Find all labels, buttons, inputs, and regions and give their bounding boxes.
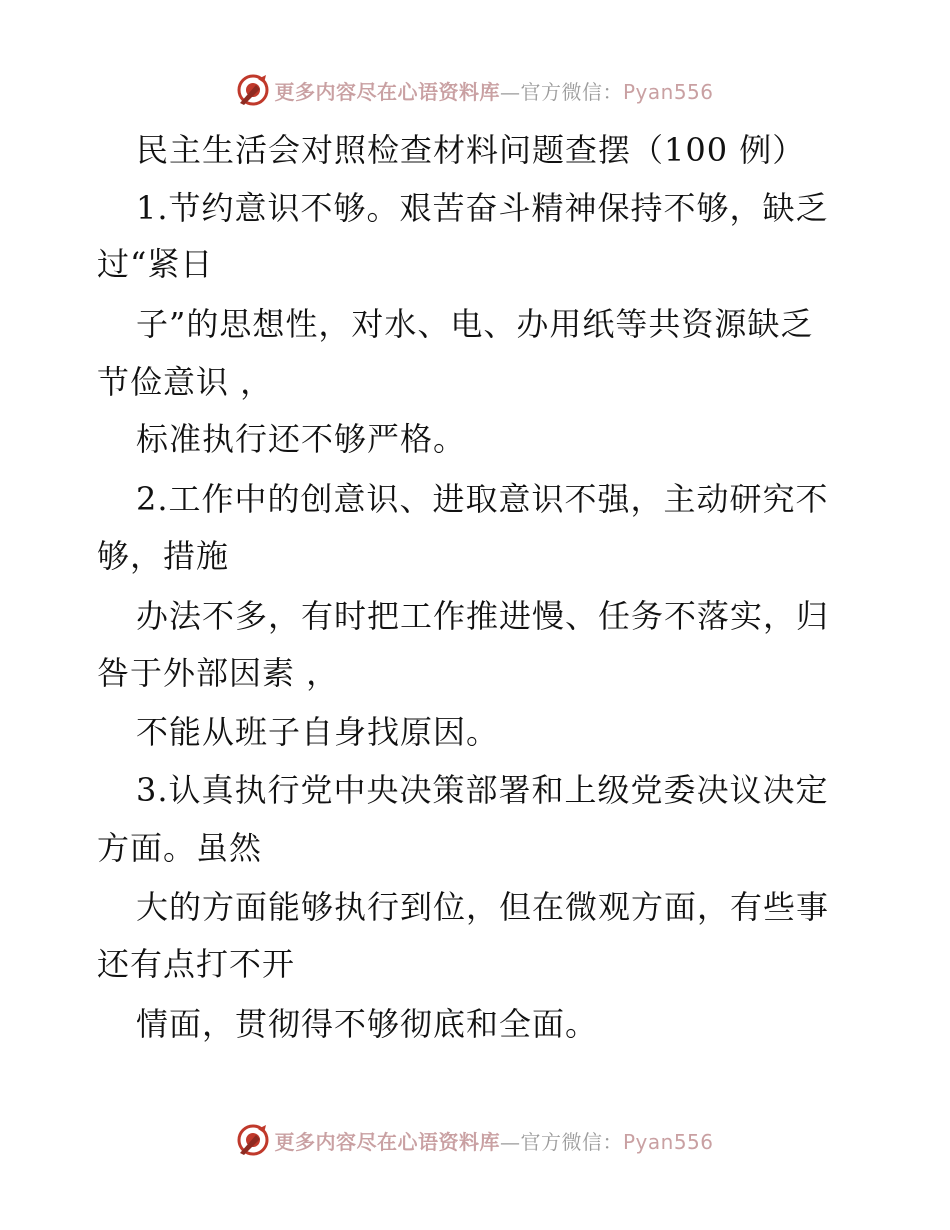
text-line: 节俭意识 ， — [97, 363, 274, 401]
text-line: 办法不多，有时把工作推进慢、任务不落实，归 — [136, 597, 830, 635]
brand-logo-icon — [236, 73, 270, 107]
text-line: 不能从班子自身找原因。 — [136, 713, 500, 751]
banner-wechat-label: 官方微信： — [520, 1129, 623, 1154]
text-line: 大的方面能够执行到位，但在微观方面，有些事 — [136, 888, 830, 926]
text-line: 够，措施 — [97, 537, 230, 575]
text-line: 子”的思想性，对水、电、办用纸等共资源缺乏 — [136, 305, 814, 343]
text-line: 咎于外部因素 ， — [97, 654, 340, 692]
banner-brand-text: 更多内容尽在心语资料库 — [274, 79, 500, 104]
banner-wechat-id: Pyan556 — [622, 79, 714, 104]
text-line: 过“紧日 — [97, 245, 214, 283]
document-title: 民主生活会对照检查材料问题查摆（100 例） — [136, 131, 806, 169]
text-line: 3.认真执行党中央决策部署和上级党委决议决定 — [136, 771, 829, 809]
banner-separator: — — [499, 79, 521, 104]
text-line: 2.工作中的创意识、进取意识不强，主动研究不 — [136, 480, 829, 518]
text-line: 1.节约意识不够。艰苦奋斗精神保持不够，缺乏 — [136, 189, 829, 227]
banner-separator: — — [499, 1129, 521, 1154]
text-line: 方面。虽然 — [97, 829, 263, 867]
footer-watermark-banner — [0, 1120, 950, 1160]
text-line: 还有点打不开 — [97, 945, 296, 983]
text-line: 情面，贯彻得不够彻底和全面。 — [136, 1005, 599, 1043]
banner-wechat-id: Pyan556 — [622, 1129, 714, 1154]
brand-logo-icon — [236, 1123, 270, 1157]
header-watermark-banner — [0, 70, 950, 110]
banner-brand-text: 更多内容尽在心语资料库 — [274, 1129, 500, 1154]
text-line: 标准执行还不够严格。 — [136, 420, 467, 458]
banner-wechat-label: 官方微信： — [520, 79, 623, 104]
